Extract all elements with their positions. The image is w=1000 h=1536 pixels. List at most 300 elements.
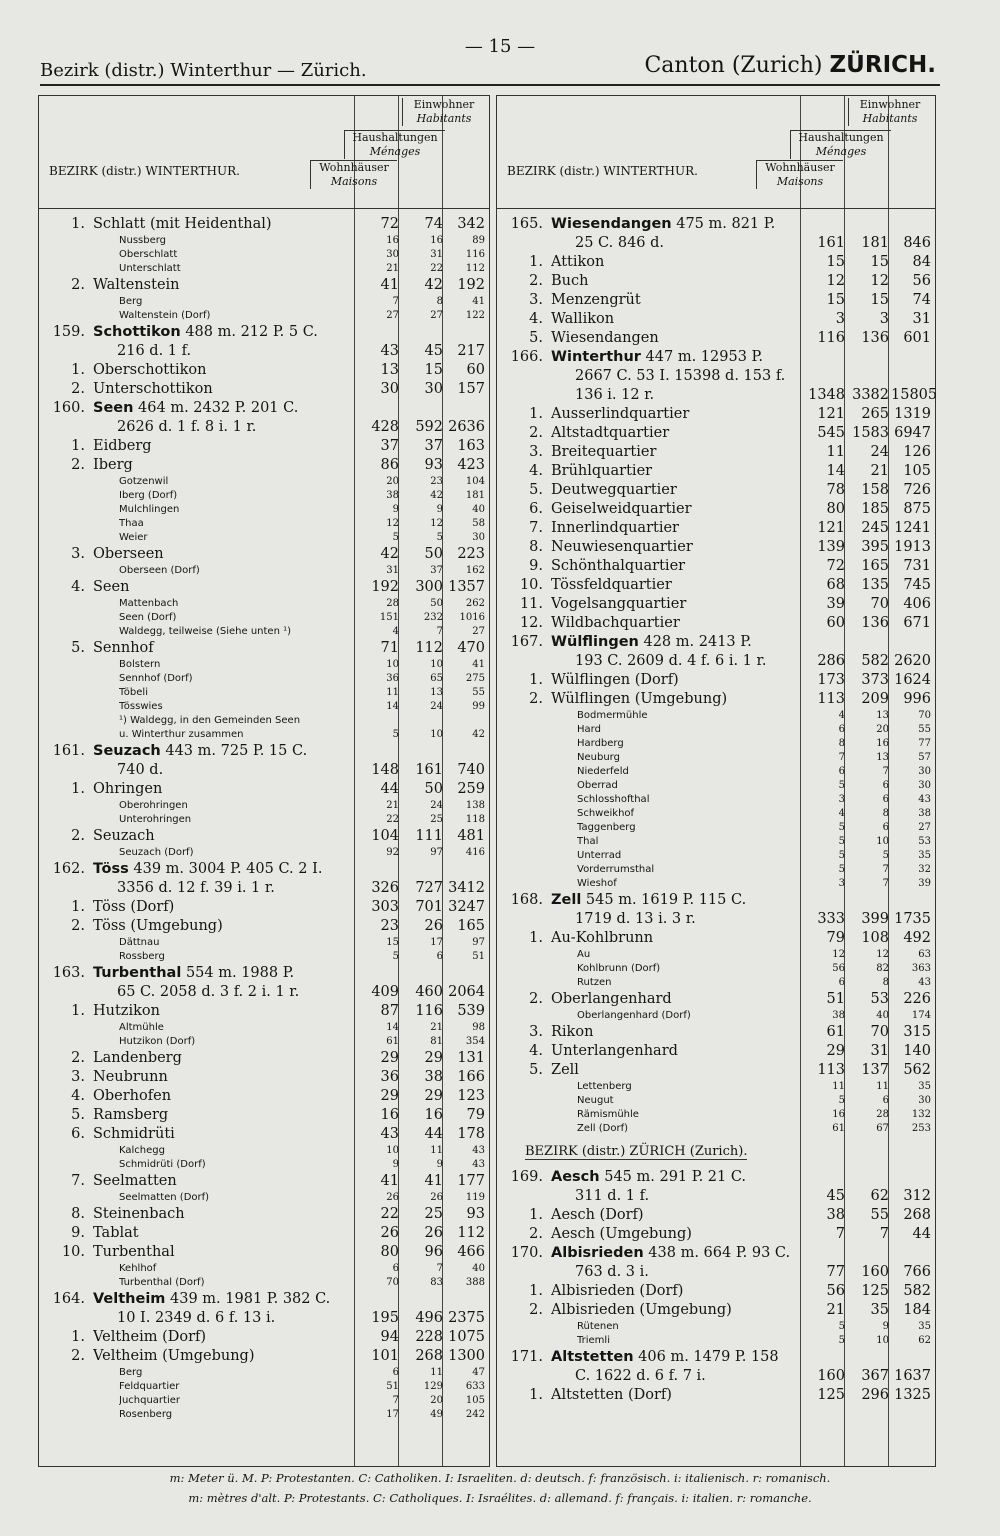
wohnhaeuser-value: 409 bbox=[371, 984, 399, 1000]
table-row bbox=[497, 990, 935, 1009]
einwohner-value: 582 bbox=[903, 1283, 931, 1299]
einwohner-value: 178 bbox=[457, 1126, 485, 1142]
column-header bbox=[39, 96, 489, 209]
wohnhaeuser-value: 3 bbox=[838, 878, 845, 889]
row-name: Dättnau bbox=[119, 937, 160, 948]
wohnhaeuser-value: 5 bbox=[838, 1095, 845, 1106]
row-name: Waltenstein bbox=[93, 277, 180, 293]
locality-row bbox=[39, 846, 489, 860]
row-name: Buch bbox=[551, 273, 589, 289]
haushaltungen-value: 111 bbox=[415, 828, 443, 844]
wohnhaeuser-value: 31 bbox=[386, 565, 399, 576]
einwohner-value: 119 bbox=[465, 1192, 485, 1203]
row-name: 25 C. 846 d. bbox=[575, 235, 665, 251]
table-row bbox=[497, 253, 935, 272]
haushaltungen-value: 11 bbox=[876, 1081, 889, 1092]
wohnhaeuser-value: 79 bbox=[826, 930, 845, 946]
einwohner-value: 62 bbox=[918, 1335, 931, 1346]
table-row bbox=[39, 380, 489, 399]
commune-row bbox=[39, 399, 489, 418]
haushaltungen-value: 268 bbox=[415, 1348, 443, 1364]
row-name: Veltheim (Umgebung) bbox=[93, 1348, 255, 1364]
row-number: 1. bbox=[71, 362, 85, 378]
wohnhaeuser-value: 16 bbox=[380, 1107, 399, 1123]
row-name: Sennhof (Dorf) bbox=[119, 673, 193, 684]
wohnhaeuser-value: 7 bbox=[838, 752, 845, 763]
row-name: Kalchegg bbox=[119, 1145, 165, 1156]
haushaltungen-value: 40 bbox=[876, 1010, 889, 1021]
einwohner-value: 41 bbox=[472, 659, 485, 670]
row-name: 740 d. bbox=[117, 762, 164, 778]
einwohner-value: 1016 bbox=[459, 612, 485, 623]
einwohner-value: 112 bbox=[457, 1225, 485, 1241]
wohnhaeuser-value: 26 bbox=[380, 1225, 399, 1241]
wohnhaeuser-value: 326 bbox=[371, 880, 399, 896]
table-row bbox=[39, 1347, 489, 1366]
row-name: Vorderrumsthal bbox=[577, 864, 655, 875]
canton-prefix: Canton (Zurich) bbox=[644, 53, 823, 78]
locality-row bbox=[39, 611, 489, 625]
row-number: 1. bbox=[529, 406, 543, 422]
row-name: Veltheim (Dorf) bbox=[93, 1329, 207, 1345]
einwohner-value: 1735 bbox=[894, 911, 931, 927]
einwohner-value: 165 bbox=[457, 918, 485, 934]
row-name: Hard bbox=[577, 724, 601, 735]
haushaltungen-value: 10 bbox=[430, 729, 443, 740]
haushaltungen-value: 592 bbox=[415, 419, 443, 435]
row-name: Au-Kohlbrunn bbox=[551, 930, 654, 946]
wohnhaeuser-value: 113 bbox=[817, 691, 845, 707]
haushaltungen-value: 10 bbox=[430, 659, 443, 670]
wohnhaeuser-value: 303 bbox=[371, 899, 399, 915]
row-name: Tössfeldquartier bbox=[551, 577, 672, 593]
einwohner-value: 43 bbox=[918, 794, 931, 805]
wohnhaeuser-value: 29 bbox=[380, 1050, 399, 1066]
haushaltungen-value: 6 bbox=[882, 780, 889, 791]
locality-row bbox=[39, 503, 489, 517]
einwohner-value: 671 bbox=[903, 615, 931, 631]
row-name: Aesch (Umgebung) bbox=[551, 1226, 692, 1242]
table-row bbox=[39, 1224, 489, 1243]
haushaltungen-value: 37 bbox=[424, 438, 443, 454]
wohnhaeuser-value: 15 bbox=[386, 937, 399, 948]
row-name: Berg bbox=[119, 1367, 143, 1378]
row-number: 2. bbox=[71, 381, 85, 397]
wohnhaeuser-value: 5 bbox=[838, 780, 845, 791]
table-row bbox=[497, 500, 935, 519]
einwohner-value: 181 bbox=[465, 490, 485, 501]
row-name: Innerlindquartier bbox=[551, 520, 679, 536]
table-row bbox=[497, 1042, 935, 1061]
row-number: 9. bbox=[529, 558, 543, 574]
einwohner-header: Einwohner Habitants bbox=[402, 98, 485, 126]
table-row bbox=[497, 386, 938, 405]
left-column-table bbox=[38, 95, 490, 1467]
haushaltungen-value: 158 bbox=[861, 482, 889, 498]
row-name: Oberlangenhard (Dorf) bbox=[577, 1010, 691, 1021]
einwohner-value: 43 bbox=[918, 977, 931, 988]
commune-row bbox=[497, 215, 935, 234]
page-number: — 15 — bbox=[464, 36, 536, 57]
haushaltungen-value: 15 bbox=[424, 362, 443, 378]
row-name: Bolstern bbox=[119, 659, 161, 670]
locality-row bbox=[39, 248, 489, 262]
einwohner-value: 354 bbox=[465, 1036, 485, 1047]
table-row bbox=[497, 690, 935, 709]
locality-row bbox=[497, 765, 935, 779]
haushaltungen-value: 21 bbox=[870, 463, 889, 479]
row-name: Neubrunn bbox=[93, 1069, 168, 1085]
haushaltungen-value: 27 bbox=[430, 310, 443, 321]
page-header bbox=[0, 0, 1000, 90]
einwohner-value: 41 bbox=[472, 296, 485, 307]
locality-row bbox=[497, 751, 935, 765]
row-name: Kohlbrunn (Dorf) bbox=[577, 963, 661, 974]
row-number: 163. bbox=[52, 965, 85, 981]
wohnhaeuser-value: 43 bbox=[380, 1126, 399, 1142]
haushaltungen-value: 6 bbox=[882, 794, 889, 805]
einwohner-value: 1913 bbox=[894, 539, 931, 555]
haushaltungen-value: 7 bbox=[882, 864, 889, 875]
row-name: C. 1622 d. 6 f. 7 i. bbox=[575, 1368, 706, 1384]
haushaltungen-value: 65 bbox=[430, 673, 443, 684]
wohnhaeuser-value: 16 bbox=[832, 1109, 845, 1120]
wohnhaeuser-value: 61 bbox=[386, 1036, 399, 1047]
row-number: 167. bbox=[510, 634, 543, 650]
row-name: Attikon bbox=[551, 254, 605, 270]
einwohner-value: 35 bbox=[918, 1321, 931, 1332]
wohnhaeuser-value: 42 bbox=[380, 546, 399, 562]
wohnhaeuser-value: 160 bbox=[817, 1368, 845, 1384]
locality-row bbox=[497, 962, 935, 976]
haushaltungen-value: 93 bbox=[424, 457, 443, 473]
row-name: Menzengrüt bbox=[551, 292, 641, 308]
row-name: Oberseen bbox=[93, 546, 164, 562]
wohnhaeuser-value: 56 bbox=[826, 1283, 845, 1299]
row-name: Oberohringen bbox=[119, 800, 188, 811]
row-name: Wiesendangen bbox=[551, 330, 659, 346]
row-name: Rossberg bbox=[119, 951, 165, 962]
haushaltungen-value: 29 bbox=[424, 1050, 443, 1066]
row-name: Schönthalquartier bbox=[551, 558, 686, 574]
einwohner-value: 3412 bbox=[448, 880, 485, 896]
row-name: 763 d. 3 i. bbox=[575, 1264, 649, 1280]
row-name: Ausserlindquartier bbox=[551, 406, 690, 422]
wohnhaeuser-value: 26 bbox=[386, 1192, 399, 1203]
einwohner-value: 875 bbox=[903, 501, 931, 517]
einwohner-header: Einwohner Habitants bbox=[848, 98, 931, 126]
row-number: 3. bbox=[71, 546, 85, 562]
einwohner-value: 51 bbox=[472, 951, 485, 962]
haushaltungen-value: 50 bbox=[424, 546, 443, 562]
einwohner-value: 1241 bbox=[894, 520, 931, 536]
table-row bbox=[39, 1002, 489, 1021]
wohnhaeuser-value: 545 bbox=[817, 425, 845, 441]
row-name: Seelmatten (Dorf) bbox=[119, 1192, 210, 1203]
haushaltungen-value: 44 bbox=[424, 1126, 443, 1142]
table-row bbox=[39, 215, 489, 234]
einwohner-value: 1325 bbox=[894, 1387, 931, 1403]
haushaltungen-value: 50 bbox=[424, 781, 443, 797]
locality-row bbox=[39, 1191, 489, 1205]
locality-row bbox=[497, 793, 935, 807]
row-name: Schlatt (mit Heidenthal) bbox=[93, 216, 272, 232]
table-row bbox=[497, 1301, 935, 1320]
haushaltungen-value: 13 bbox=[876, 752, 889, 763]
haushaltungen-value: 21 bbox=[430, 1022, 443, 1033]
wohnhaeuser-value: 14 bbox=[386, 1022, 399, 1033]
haushaltungen-value: 6 bbox=[436, 951, 443, 962]
einwohner-value: 35 bbox=[918, 850, 931, 861]
table-row bbox=[497, 576, 935, 595]
row-name: Steinenbach bbox=[93, 1206, 185, 1222]
haushaltungen-value: 6 bbox=[882, 822, 889, 833]
row-name: Rütenen bbox=[577, 1321, 619, 1332]
row-number: 5. bbox=[71, 640, 85, 656]
commune-row bbox=[497, 633, 935, 652]
einwohner-value: 140 bbox=[903, 1043, 931, 1059]
wohnhaeuser-value: 7 bbox=[392, 1395, 399, 1406]
row-number: 2. bbox=[529, 991, 543, 1007]
table-row bbox=[497, 614, 935, 633]
row-name: Wiesendangen 475 m. 821 P. bbox=[551, 216, 776, 232]
table-row bbox=[39, 917, 489, 936]
haushaltungen-value: 11 bbox=[430, 1367, 443, 1378]
row-name: Geiselweidquartier bbox=[551, 501, 692, 517]
haushaltungen-value: 12 bbox=[870, 273, 889, 289]
locality-row bbox=[39, 1366, 489, 1380]
header-rule bbox=[40, 84, 940, 86]
row-name: Feldquartier bbox=[119, 1381, 180, 1392]
einwohner-value: 481 bbox=[457, 828, 485, 844]
locality-row bbox=[497, 1108, 935, 1122]
row-name: Weier bbox=[119, 532, 148, 543]
row-name: 3356 d. 12 f. 39 i. 1 r. bbox=[117, 880, 275, 896]
einwohner-value: 30 bbox=[918, 1095, 931, 1106]
haushaltungen-value: 160 bbox=[861, 1264, 889, 1280]
row-name: Wülflingen (Umgebung) bbox=[551, 691, 728, 707]
einwohner-value: 996 bbox=[903, 691, 931, 707]
row-number: 1. bbox=[529, 672, 543, 688]
table-row bbox=[39, 1106, 489, 1125]
haushaltungen-value: 41 bbox=[424, 1173, 443, 1189]
haushaltungen-value: 367 bbox=[861, 1368, 889, 1384]
row-number: 1. bbox=[529, 1207, 543, 1223]
wohnhaeuser-value: 121 bbox=[817, 406, 845, 422]
haushaltungen-value: 165 bbox=[861, 558, 889, 574]
row-number: 4. bbox=[529, 311, 543, 327]
einwohner-value: 70 bbox=[918, 710, 931, 721]
wohnhaeuser-value: 14 bbox=[826, 463, 845, 479]
einwohner-value: 98 bbox=[472, 1022, 485, 1033]
wohnhaeuser-value: 4 bbox=[838, 710, 845, 721]
left-rows bbox=[39, 209, 489, 1422]
einwohner-value: 116 bbox=[465, 249, 485, 260]
einwohner-value: 162 bbox=[465, 565, 485, 576]
haushaltungen-value: 727 bbox=[415, 880, 443, 896]
einwohner-value: 89 bbox=[472, 235, 485, 246]
row-name: Töss 439 m. 3004 P. 405 C. 2 I. bbox=[93, 861, 323, 877]
row-number: 2. bbox=[71, 457, 85, 473]
row-name: Au bbox=[577, 949, 591, 960]
row-name: Turbenthal (Dorf) bbox=[119, 1277, 205, 1288]
locality-row bbox=[497, 1080, 935, 1094]
row-number: 1. bbox=[529, 1283, 543, 1299]
row-name: 65 C. 2058 d. 3 f. 2 i. 1 r. bbox=[117, 984, 300, 1000]
wohnhaeuser-value: 22 bbox=[386, 814, 399, 825]
einwohner-value: 97 bbox=[472, 937, 485, 948]
wohnhaeuser-value: 6 bbox=[392, 1367, 399, 1378]
haushaltungen-value: 16 bbox=[430, 235, 443, 246]
row-number: 159. bbox=[52, 324, 85, 340]
wohnhaeuser-value: 161 bbox=[817, 235, 845, 251]
table-row bbox=[39, 437, 489, 456]
row-name: Neugut bbox=[577, 1095, 614, 1106]
einwohner-value: 163 bbox=[457, 438, 485, 454]
einwohner-value: 166 bbox=[457, 1069, 485, 1085]
row-number: 170. bbox=[510, 1245, 543, 1261]
row-name: 193 C. 2609 d. 4 f. 6 i. 1 r. bbox=[575, 653, 767, 669]
row-number: 1. bbox=[529, 930, 543, 946]
haushaltungen-value: 137 bbox=[861, 1062, 889, 1078]
wohnhaeuser-value: 125 bbox=[817, 1387, 845, 1403]
locality-row bbox=[39, 950, 489, 964]
wohnhaeuser-value: 116 bbox=[817, 330, 845, 346]
einwohner-value: 105 bbox=[465, 1395, 485, 1406]
haushaltungen-value: 82 bbox=[876, 963, 889, 974]
row-name: Seen bbox=[93, 579, 130, 595]
row-number: 161. bbox=[52, 743, 85, 759]
row-number: 2. bbox=[529, 273, 543, 289]
table-row bbox=[39, 1205, 489, 1224]
locality-row bbox=[39, 813, 489, 827]
table-row bbox=[39, 361, 489, 380]
row-name: Rosenberg bbox=[119, 1409, 173, 1420]
einwohner-value: 2375 bbox=[448, 1310, 485, 1326]
table-row bbox=[497, 910, 935, 929]
einwohner-value: 60 bbox=[466, 362, 485, 378]
row-name: Unterohringen bbox=[119, 814, 192, 825]
einwohner-value: 40 bbox=[472, 504, 485, 515]
row-name: Ohringen bbox=[93, 781, 163, 797]
wohnhaeuser-value: 16 bbox=[386, 235, 399, 246]
locality-row bbox=[39, 475, 489, 489]
wohnhaeuser-value: 9 bbox=[392, 504, 399, 515]
row-name: Bodmermühle bbox=[577, 710, 648, 721]
einwohner-value: 74 bbox=[912, 292, 931, 308]
row-name: Töss (Umgebung) bbox=[93, 918, 223, 934]
wohnhaeuser-value: 36 bbox=[386, 673, 399, 684]
table-row bbox=[497, 367, 935, 386]
einwohner-value: 35 bbox=[918, 1081, 931, 1092]
canton-heading bbox=[644, 52, 936, 78]
row-number: 169. bbox=[510, 1169, 543, 1185]
haushaltungen-value: 10 bbox=[876, 836, 889, 847]
locality-row bbox=[39, 658, 489, 672]
einwohner-value: 2064 bbox=[448, 984, 485, 1000]
row-name: Taggenberg bbox=[577, 822, 636, 833]
haushaltungen-value: 496 bbox=[415, 1310, 443, 1326]
einwohner-value: 423 bbox=[457, 457, 485, 473]
row-number: 8. bbox=[529, 539, 543, 555]
wohnhaeuser-value: 173 bbox=[817, 672, 845, 688]
einwohner-value: 1357 bbox=[448, 579, 485, 595]
table-row bbox=[497, 1061, 935, 1080]
haushaltungen-value: 228 bbox=[415, 1329, 443, 1345]
table-row bbox=[39, 879, 489, 898]
einwohner-value: 138 bbox=[465, 800, 485, 811]
einwohner-value: 259 bbox=[457, 781, 485, 797]
einwohner-value: 39 bbox=[918, 878, 931, 889]
wohnhaeuser-value: 30 bbox=[380, 381, 399, 397]
einwohner-value: 55 bbox=[472, 687, 485, 698]
haushaltungen-value: 7 bbox=[879, 1226, 889, 1242]
table-row bbox=[39, 1172, 489, 1191]
haushaltungen-value: 31 bbox=[430, 249, 443, 260]
row-name: Deutwegquartier bbox=[551, 482, 677, 498]
row-number: 2. bbox=[71, 277, 85, 293]
einwohner-value: 53 bbox=[918, 836, 931, 847]
table-row bbox=[497, 1282, 935, 1301]
einwohner-value: 84 bbox=[912, 254, 931, 270]
haushaltungen-value: 9 bbox=[882, 1321, 889, 1332]
einwohner-value: 262 bbox=[465, 598, 485, 609]
haushaltungen-value: 25 bbox=[430, 814, 443, 825]
row-number: 2. bbox=[529, 425, 543, 441]
locality-row bbox=[39, 1021, 489, 1035]
locality-row bbox=[39, 1394, 489, 1408]
einwohner-value: 123 bbox=[457, 1088, 485, 1104]
haushaltungen-value: 185 bbox=[861, 501, 889, 517]
einwohner-value: 15805 bbox=[891, 387, 938, 403]
haushaltungen-value: 582 bbox=[861, 653, 889, 669]
wohnhaeuser-value: 36 bbox=[380, 1069, 399, 1085]
row-number: 4. bbox=[529, 463, 543, 479]
row-name: Zell bbox=[551, 1062, 579, 1078]
table-row bbox=[39, 639, 489, 658]
einwohner-value: 1624 bbox=[894, 672, 931, 688]
table-row bbox=[39, 342, 489, 361]
column-header bbox=[497, 96, 935, 209]
row-name: Unterschottikon bbox=[93, 381, 213, 397]
locality-row bbox=[39, 517, 489, 531]
row-name: Vogelsangquartier bbox=[551, 596, 687, 612]
canton-name: ZÜRICH. bbox=[829, 52, 936, 78]
haushaltungen-value: 300 bbox=[415, 579, 443, 595]
haushaltungen-value: 161 bbox=[415, 762, 443, 778]
wohnhaeuser-value: 11 bbox=[386, 687, 399, 698]
row-name: Oberhofen bbox=[93, 1088, 172, 1104]
row-number: 165. bbox=[510, 216, 543, 232]
wohnhaeuser-value: 148 bbox=[371, 762, 399, 778]
wohnhaeuser-value: 92 bbox=[386, 847, 399, 858]
locality-row bbox=[497, 849, 935, 863]
table-row bbox=[497, 291, 935, 310]
wohnhaeuser-value: 5 bbox=[392, 729, 399, 740]
row-name: Mattenbach bbox=[119, 598, 179, 609]
wohnhaeuser-value: 3 bbox=[835, 311, 845, 327]
row-name: Hutzikon bbox=[93, 1003, 160, 1019]
einwohner-value: 312 bbox=[903, 1188, 931, 1204]
wohnhaeuser-value: 68 bbox=[826, 577, 845, 593]
locality-row bbox=[497, 1320, 935, 1334]
haushaltungen-value: 70 bbox=[870, 596, 889, 612]
haushaltungen-value: 29 bbox=[424, 1088, 443, 1104]
wohnhaeuser-value: 28 bbox=[386, 598, 399, 609]
einwohner-value: 126 bbox=[903, 444, 931, 460]
einwohner-value: 55 bbox=[918, 724, 931, 735]
haushaltungen-value: 17 bbox=[430, 937, 443, 948]
